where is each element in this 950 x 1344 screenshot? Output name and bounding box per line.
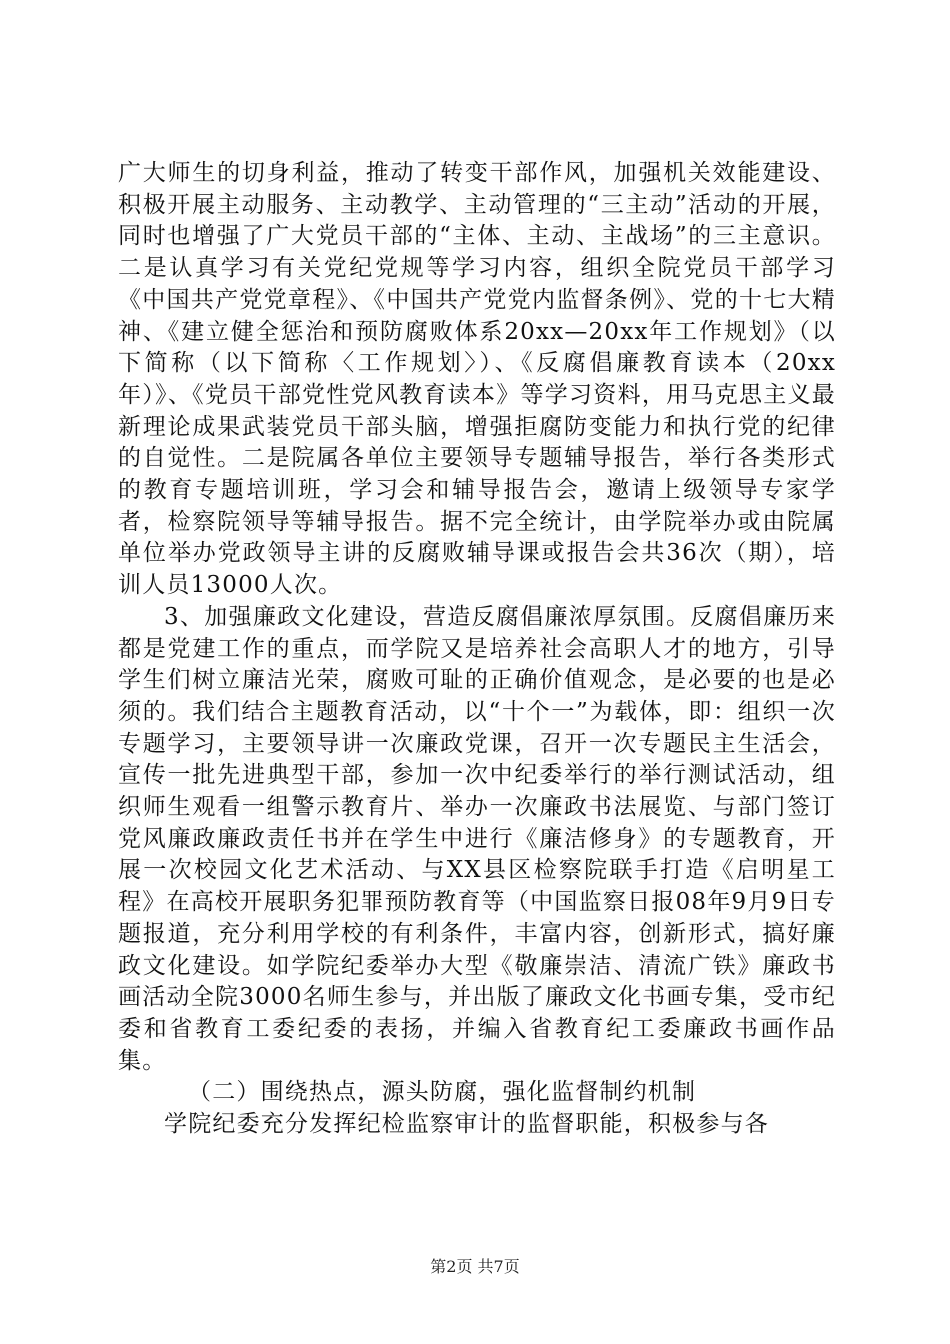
paragraph-supervision: 学院纪委充分发挥纪检监察审计的监督职能，积极参与各	[164, 1111, 769, 1138]
paragraph-continuation: 广大师生的切身利益，推动了转变干部作风，加强机关效能建设、积极开展主动服务、主动教学、主动管理的“三主动”活动的开展，同时也增强了广大党员干部的“主体、主动、主战场”的三主意识。二是认真学习有关党纪党规等学习内容，组织全院党员干部学习《中国共产党党章程》、《中国共产党党内监督条例》、党的十七大精神、《建立健全惩治和预防腐败体系20xx—20xx年工作规划》（以下简称（以下简称〈工作规划〉）、《反腐倡廉教育读本（20xx年）》、《党员干部党性党风教育读本》等学习资料，用马克思主义最新理论成果武装党员干部头脑，增强拒腐防变能力和执行党的纪律的自觉性。二是院属各单位主要领导专题辅导报告，举行各类形式的教育专题培训班，学习会和辅导报告会，邀请上级领导专家学者，检察院领导等辅导报告。据不完全统计，由学院举办或由院属单位举办党政领导主讲的反腐败辅导课或报告会共36次（期），培训人员13000人次。	[118, 160, 836, 599]
section-heading: （二）围绕热点，源头防腐，强化监督制约机制	[188, 1079, 697, 1106]
paragraph-anti-corruption-culture: 3、加强廉政文化建设，营造反腐倡廉浓厚氛围。反腐倡廉历来都是党建工作的重点，而学院又是培养社会高职人才的地方，引导学生们树立廉洁光荣，腐败可耻的正确价值观念，是必要的也是必须的。我们结合主题教育活动，以“十个一”为载体，即：组织一次专题学习，主要领导讲一次廉政党课，召开一次专题民主生活会，宣传一批先进典型干部，参加一次中纪委举行的举行测试活动，组织师生观看一组警示教育片、举办一次廉政书法展览、与部门签订党风廉政廉政责任书并在学生中进行《廉洁修身》的专题教育，开展一次校园文化艺术活动、与XX县区检察院联手打造《启明星工程》在高校开展职务犯罪预防教育等（中国监察日报08年9月9日专题报道，充分利用学校的有利条件，丰富内容，创新形式，搞好廉政文化建设。如学院纪委举办大型《敬廉崇洁、清流广铁》廉政书画活动全院3000名师生参与，并出版了廉政文化书画专集，受市纪委和省教育工委纪委的表扬，并编入省教育纪工委廉政书画作品集。	[118, 603, 836, 1074]
document-body	[118, 158, 836, 1141]
page-number-footer: 第2页 共7页	[430, 1257, 520, 1276]
